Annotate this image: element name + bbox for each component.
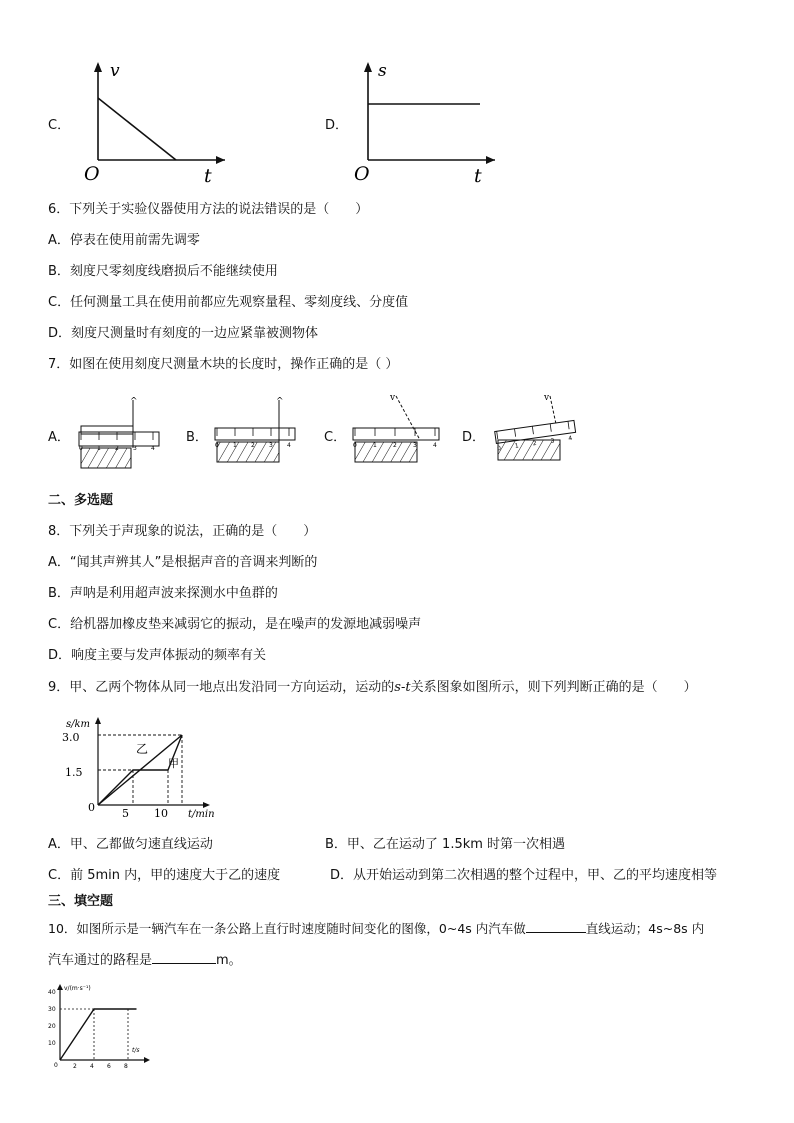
graph-c-velocity-time	[80, 58, 230, 188]
x-label: t	[474, 165, 482, 187]
tick-3: 3	[133, 445, 137, 452]
x-tick-2: 2	[73, 1063, 77, 1070]
tick-4: 4	[287, 442, 291, 449]
q8-option-d: D．响度主要与发声体振动的频率有关	[48, 648, 267, 663]
graph-d-distance-time	[350, 58, 500, 188]
q8-option-c: C．给机器加橡皮垫来减弱它的振动，是在噪声的发源地减弱噪声	[48, 617, 422, 632]
y-axis-arrow	[94, 62, 102, 72]
tick-2: 2	[393, 442, 397, 449]
q9-stem	[48, 680, 697, 696]
origin-label: O	[354, 163, 370, 185]
option-d-label: D．	[325, 118, 349, 133]
tick-4: 4	[433, 442, 437, 449]
wood-block	[355, 442, 417, 462]
tick-1: 1	[373, 442, 377, 449]
origin-label: 0	[88, 801, 95, 814]
q9-stem-st: s-t	[394, 680, 411, 695]
velocity-line	[98, 98, 176, 160]
q10-text-part4: m。	[216, 953, 242, 968]
q7-label-a: A．	[48, 430, 70, 445]
y-tick-20: 20	[48, 1023, 56, 1030]
section-multiple-choice-heading: 二、多选题	[48, 493, 114, 508]
q10-text-line2	[48, 951, 242, 969]
q9-st-graph	[60, 713, 220, 821]
q9-option-a: A．甲、乙都做匀速直线运动	[48, 837, 213, 852]
ruler-figure-c	[350, 388, 445, 470]
option-c-label: C．	[48, 118, 71, 133]
q10-text-part1: 10．如图所示是一辆汽车在一条公路上直行时速度随时间变化的图像，0~4s 内汽车做	[48, 921, 526, 936]
x-axis-arrow	[486, 156, 495, 164]
tick-2: 2	[251, 442, 255, 449]
tick-3: 3	[269, 442, 273, 449]
q7-label-d: D．	[462, 430, 486, 445]
q7-label-c: C．	[324, 430, 347, 445]
ruler-figure-d	[490, 388, 582, 470]
q10-text-line1	[48, 920, 704, 937]
eye-icon: v	[544, 393, 550, 403]
eye-icon: ^	[276, 397, 284, 407]
origin-label: O	[84, 163, 100, 185]
eye-icon: ^	[130, 397, 138, 407]
series-label-jia: 甲	[168, 757, 179, 770]
q9-option-b: B．甲、乙在运动了 1.5km 时第一次相遇	[325, 837, 566, 852]
q6-option-a: A．停表在使用前需先调零	[48, 233, 200, 248]
q6-option-b: B．刻度尺零刻度线磨损后不能继续使用	[48, 264, 278, 279]
tick-0: 0	[353, 442, 357, 449]
x-label: t	[204, 165, 212, 187]
q10-blank-1[interactable]	[526, 920, 586, 933]
y-label: v/(m·s⁻¹)	[64, 985, 91, 992]
y-label: s/km	[66, 719, 91, 730]
x-tick-10: 10	[154, 807, 168, 820]
tick-3: 3	[413, 442, 417, 449]
wood-block	[498, 440, 560, 460]
series-label-yi: 乙	[136, 742, 149, 756]
y-tick-10: 10	[48, 1040, 56, 1047]
q9-option-c: C．前 5min 内，甲的速度大于乙的速度	[48, 868, 281, 883]
velocity-line	[60, 1009, 137, 1060]
q9-stem-part1: 9．甲、乙两个物体从同一地点出发沿同一方向运动，运动的	[48, 680, 395, 695]
y-label: v	[110, 61, 120, 81]
q9-option-d: D．从开始运动到第二次相遇的整个过程中，甲、乙的平均速度相等	[330, 868, 718, 883]
q8-option-a: A．“闻其声辨其人”是根据声音的音调来判断的	[48, 555, 318, 570]
tick-0: 0	[215, 442, 219, 449]
q7-label-b: B．	[186, 430, 208, 445]
ruler	[215, 428, 295, 440]
x-tick-5: 5	[122, 807, 129, 820]
y-tick-1-5: 1.5	[65, 766, 83, 779]
q10-text-part2: 直线运动；4s~8s 内	[585, 921, 705, 936]
q7-stem: 7．如图在使用刻度尺测量木块的长度时，操作正确的是（ ）	[48, 357, 399, 372]
q9-stem-part2: 关系图象如图所示，则下列判断正确的是（ ）	[410, 680, 697, 695]
tick-4: 4	[151, 445, 155, 452]
sight-line	[550, 396, 556, 424]
q6-option-c: C．任何测量工具在使用前都应先观察量程、零刻度线、分度值	[48, 295, 409, 310]
tick-0: 0	[79, 445, 83, 452]
q8-option-b: B．声呐是利用超声波来探测水中鱼群的	[48, 586, 278, 601]
tick-1: 1	[97, 445, 101, 452]
x-label: t/min	[188, 809, 215, 820]
q6-option-d: D．刻度尺测量时有刻度的一边应紧靠被测物体	[48, 326, 319, 341]
tick-2: 2	[115, 445, 119, 452]
q10-vt-graph	[44, 980, 154, 1072]
y-axis-arrow	[364, 62, 372, 72]
ruler	[353, 428, 439, 440]
q10-text-part3: 汽车通过的路程是	[48, 953, 153, 968]
y-tick-30: 30	[48, 1006, 56, 1013]
q8-stem: 8．下列关于声现象的说法，正确的是（ ）	[48, 524, 317, 539]
x-tick-6: 6	[107, 1063, 111, 1070]
y-label: s	[378, 61, 387, 81]
x-axis-arrow	[216, 156, 225, 164]
tick-4: 4	[567, 434, 573, 443]
y-tick-3-0: 3.0	[62, 731, 80, 744]
q10-blank-2[interactable]	[152, 951, 216, 964]
section-fill-in-heading: 三、填空题	[48, 894, 114, 909]
eye-icon: v	[390, 393, 396, 403]
x-label: t/s	[132, 1047, 140, 1054]
ruler-figure-b	[212, 392, 302, 470]
y-tick-40: 40	[48, 989, 56, 996]
q6-stem: 6．下列关于实验仪器使用方法的说法错误的是（ ）	[48, 202, 369, 217]
x-tick-4: 4	[90, 1063, 94, 1070]
wood-block	[81, 448, 131, 468]
origin-label: 0	[54, 1062, 58, 1069]
ruler-figure-a	[76, 392, 168, 470]
x-tick-8: 8	[124, 1063, 128, 1070]
tick-1: 1	[233, 442, 237, 449]
